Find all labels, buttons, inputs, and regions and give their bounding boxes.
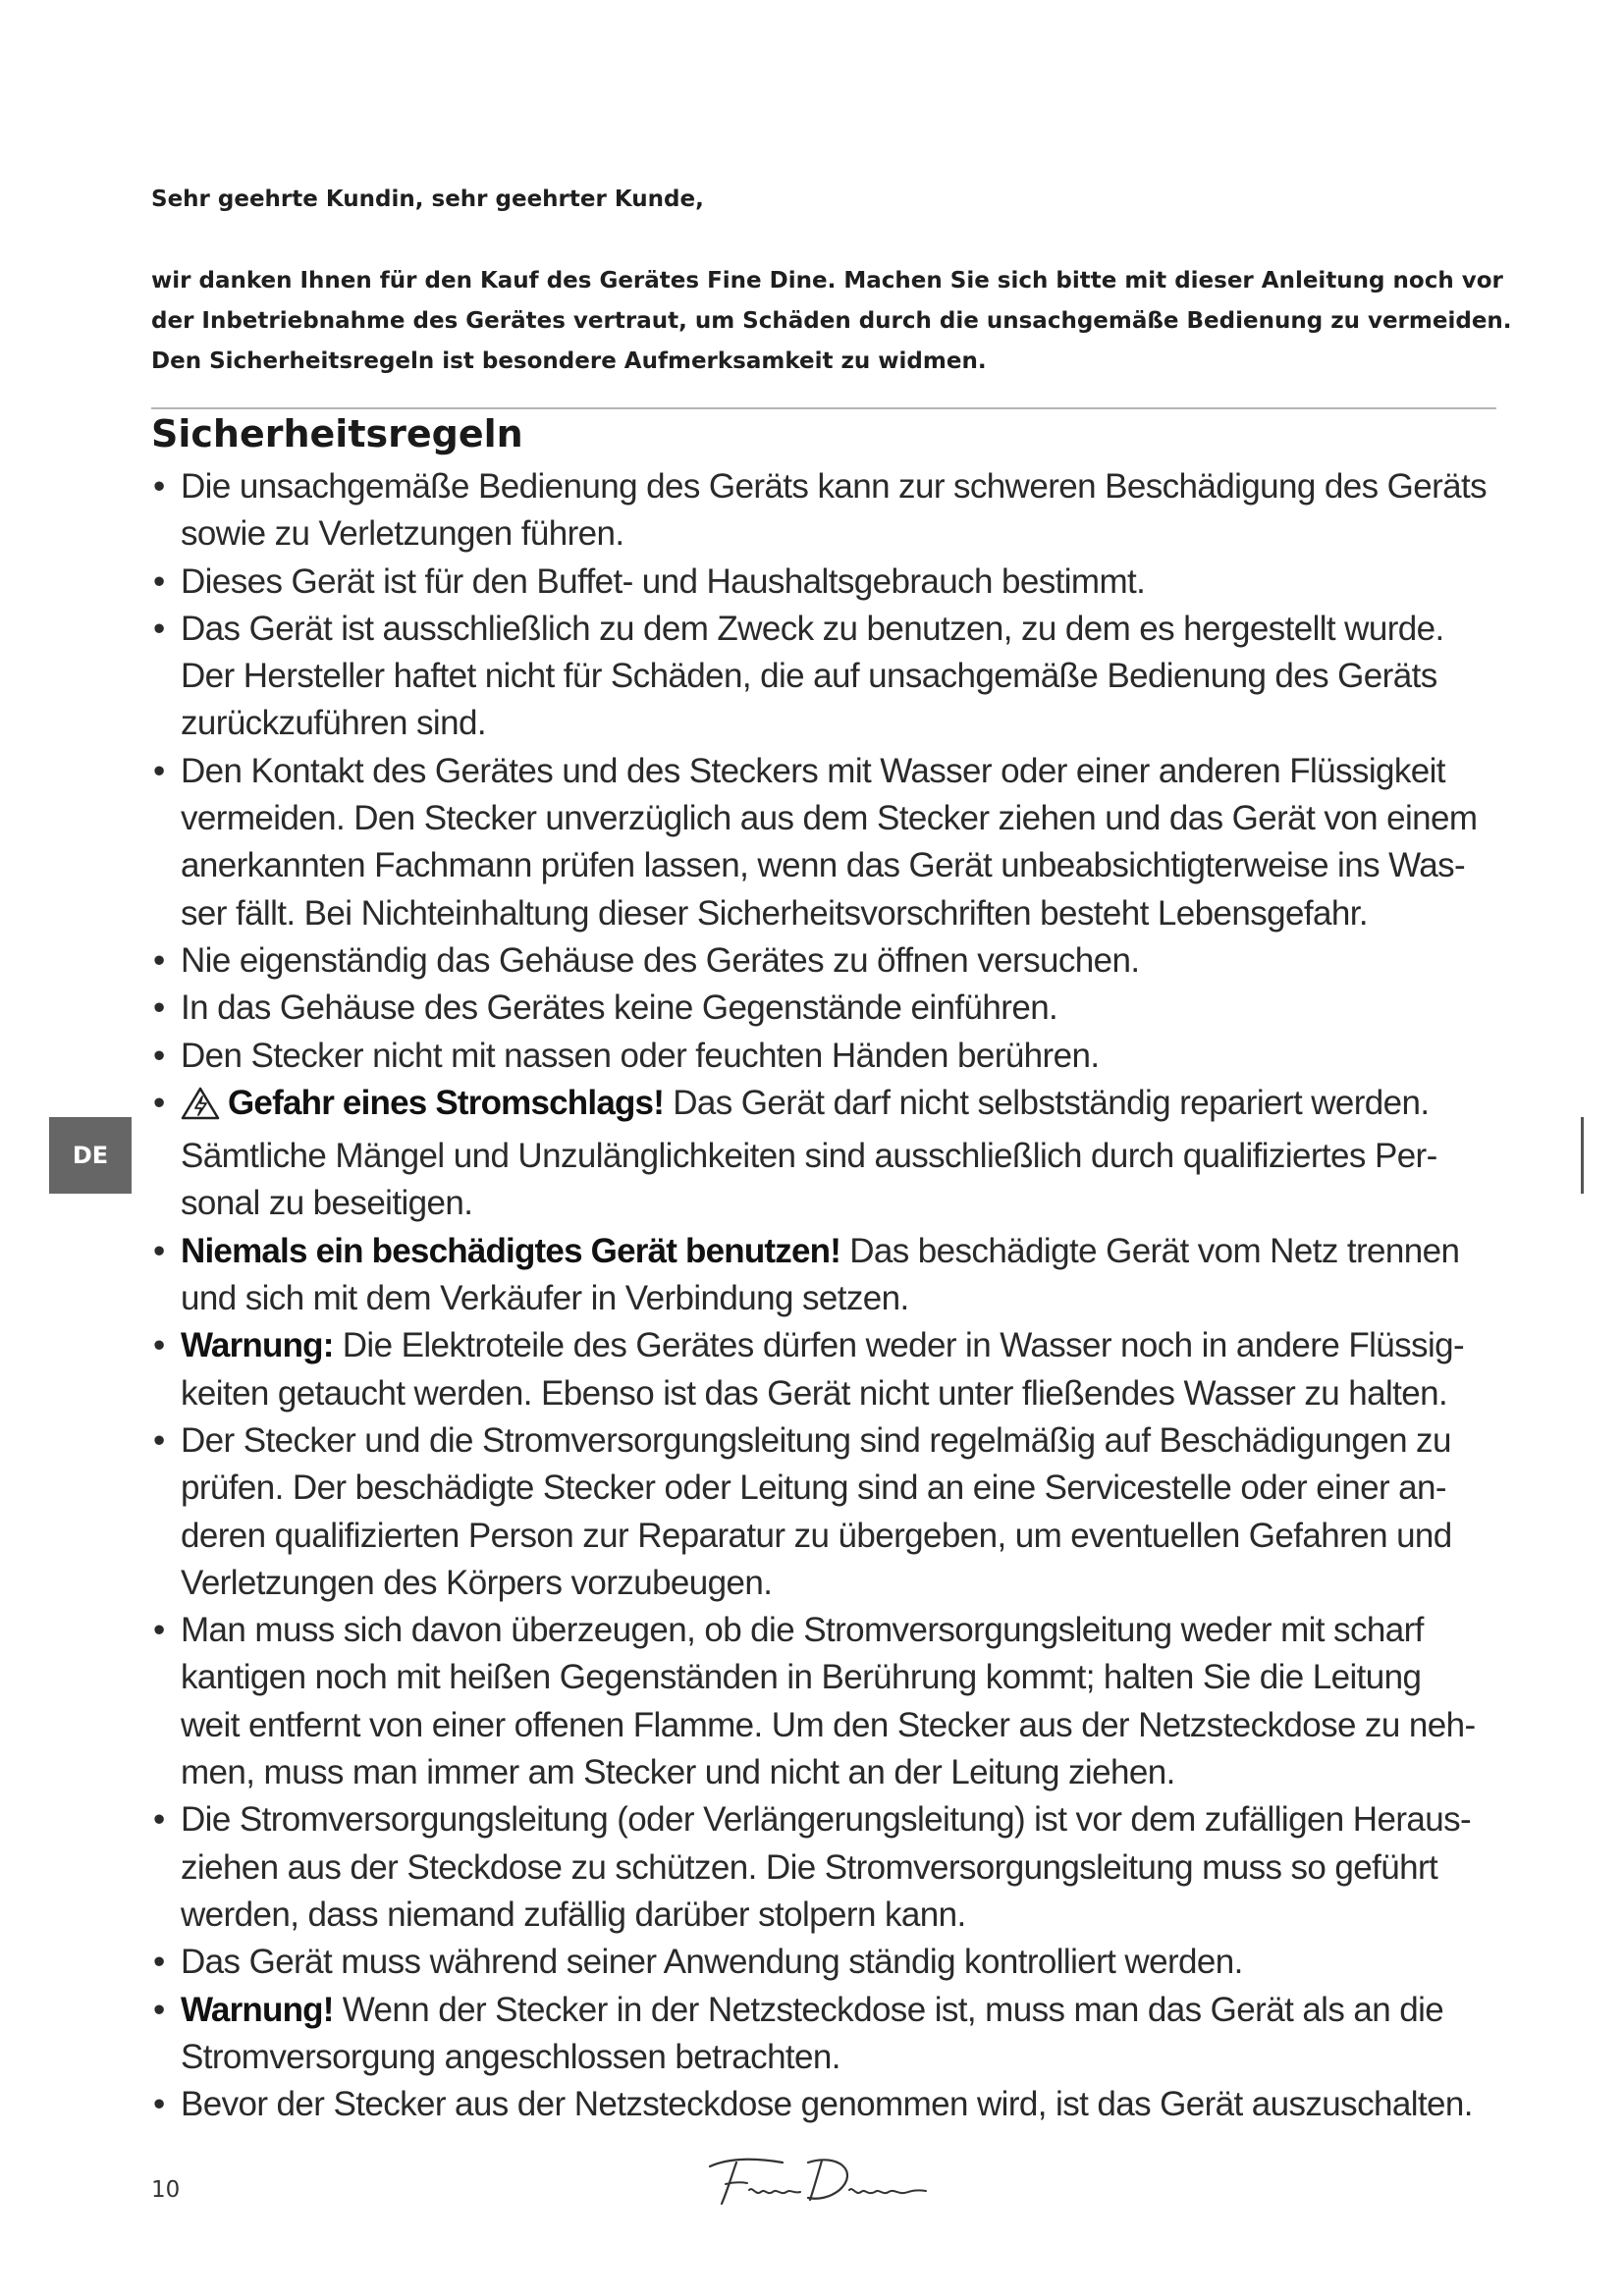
rule-line: ser fällt. Bei Nichteinhaltung dieser Sicherheitsvorschriften besteht Lebensgefahr. <box>181 893 1368 933</box>
side-marker-line <box>1581 1117 1584 1194</box>
bullet: • <box>153 1611 165 1650</box>
rule-line: Den Kontakt des Gerätes und des Steckers mit Wasser oder einer anderen Flüssigkeit <box>181 751 1445 790</box>
rule-line <box>181 1080 1514 1133</box>
rule-line: Verletzungen des Körpers vorzubeugen. <box>181 1563 773 1602</box>
rule-text: Wenn der Stecker in der Netzsteckdose ist, muss man das Gerät als an die <box>342 1990 1444 2029</box>
rule-emphasis: Warnung: <box>181 1326 334 1365</box>
rule-line: Sämtliche Mängel und Unzulänglichkeiten sind ausschließlich durch qualifiziertes Per- <box>181 1137 1437 1176</box>
horizontal-divider <box>151 407 1496 409</box>
rule-line <box>181 1228 1514 1275</box>
list-item <box>149 1080 1514 1228</box>
greeting: Sehr geehrte Kundin, sehr geehrter Kunde, <box>151 187 704 212</box>
rule-line: Das Gerät muss während seiner Anwendung ständig kontrolliert werden. <box>181 1943 1243 1982</box>
rule-line: Man muss sich davon überzeugen, ob die Stromversorgungsleitung weder mit scharf <box>181 1611 1424 1650</box>
bullet: • <box>153 1036 165 1075</box>
rule-line: kantigen noch mit heißen Gegenständen in Berührung kommt; halten Sie die Leitung <box>181 1658 1422 1697</box>
rule-text: Die Elektroteile des Gerätes dürfen weder in Wasser noch in andere Flüssig- <box>342 1326 1465 1365</box>
list-item <box>149 937 1514 985</box>
bullet: • <box>153 1420 165 1460</box>
rule-line: Der Stecker und die Stromversorgungsleitung sind regelmäßig auf Beschädigungen zu <box>181 1420 1451 1460</box>
bullet: • <box>153 1943 165 1982</box>
bullet: • <box>153 1326 165 1365</box>
rule-line: werden, dass niemand zufällig darüber stolpern kann. <box>181 1895 966 1934</box>
rule-line: Bevor der Stecker aus der Netzsteckdose genommen wird, ist das Gerät auszuschalten. <box>181 2085 1473 2124</box>
list-item <box>149 1796 1514 1939</box>
rule-line: weit entfernt von einer offenen Flamme. Um den Stecker aus der Netzsteckdose zu neh- <box>181 1705 1476 1744</box>
rule-emphasis: Warnung! <box>181 1990 334 2029</box>
bullet: • <box>153 1990 165 2029</box>
list-item <box>149 1228 1514 1323</box>
list-item <box>149 463 1514 559</box>
rule-line: keiten getaucht werden. Ebenso ist das Gerät nicht unter fließendes Wasser zu halten. <box>181 1373 1448 1413</box>
list-item <box>149 1987 1514 2082</box>
rule-line: deren qualifizierten Person zur Reparatur zu übergeben, um eventuellen Gefahren und <box>181 1516 1452 1555</box>
list-item <box>149 559 1514 606</box>
rule-line: men, muss man immer am Stecker und nicht an der Leitung ziehen. <box>181 1753 1175 1792</box>
list-item <box>149 606 1514 748</box>
rule-line <box>181 1322 1514 1369</box>
list-item <box>149 1417 1514 1607</box>
bullet: • <box>153 751 165 790</box>
bullet: • <box>153 1231 165 1270</box>
language-tab: DE <box>49 1117 132 1194</box>
section-heading: Sicherheitsregeln <box>151 412 523 455</box>
bullet: • <box>153 1800 165 1840</box>
rule-line: und sich mit dem Verkäufer in Verbindung setzen. <box>181 1279 909 1318</box>
list-item <box>149 1939 1514 1986</box>
rule-line: anerkannten Fachmann prüfen lassen, wenn das Gerät unbeabsichtigterweise ins Was- <box>181 846 1466 885</box>
list-item <box>149 1322 1514 1417</box>
rule-line: Stromversorgung angeschlossen betrachten. <box>181 2037 840 2076</box>
bullet: • <box>153 940 165 980</box>
rule-line: ziehen aus der Steckdose zu schützen. Die Stromversorgungsleitung muss so geführt <box>181 1847 1438 1887</box>
rule-text: Das beschädigte Gerät vom Netz trennen <box>849 1231 1460 1270</box>
rule-line: Den Stecker nicht mit nassen oder feuchten Händen berühren. <box>181 1036 1100 1075</box>
rule-emphasis: Gefahr eines Stromschlags! <box>228 1083 665 1122</box>
safety-rules-list <box>149 463 1514 2128</box>
intro-paragraph <box>151 261 1512 382</box>
intro-line: der Inbetriebnahme des Gerätes vertraut, um Schäden durch die unsachgemäße Bedienung zu vermeiden. <box>151 308 1512 334</box>
intro-line: Den Sicherheitsregeln ist besondere Aufmerksamkeit zu widmen. <box>151 348 987 374</box>
page-number: 10 <box>151 2177 181 2203</box>
bullet: • <box>153 609 165 648</box>
electric-warning-icon <box>181 1086 220 1133</box>
list-item <box>149 748 1514 937</box>
bullet: • <box>153 2085 165 2124</box>
list-item <box>149 1033 1514 1080</box>
rule-emphasis: Niemals ein beschädigtes Gerät benutzen! <box>181 1231 841 1270</box>
rule-line: Nie eigenständig das Gehäuse des Gerätes zu öffnen versuchen. <box>181 940 1140 980</box>
rule-line: Das Gerät ist ausschließlich zu dem Zweck zu benutzen, zu dem es hergestellt wurde. <box>181 609 1444 648</box>
rule-text: Das Gerät darf nicht selbstständig repariert werden. <box>673 1083 1430 1122</box>
fine-dine-logo <box>692 2145 947 2218</box>
rule-line: Der Hersteller haftet nicht für Schäden, die auf unsachgemäße Bedienung des Geräts <box>181 657 1437 696</box>
list-item <box>149 1607 1514 1796</box>
rule-line <box>181 1987 1514 2034</box>
rule-line: sowie zu Verletzungen führen. <box>181 514 624 554</box>
bullet: • <box>153 561 165 601</box>
bullet: • <box>153 988 165 1028</box>
bullet: • <box>153 1083 165 1122</box>
list-item <box>149 985 1514 1032</box>
rule-line: sonal zu beseitigen. <box>181 1184 473 1223</box>
rule-line: zurückzuführen sind. <box>181 704 486 743</box>
bullet: • <box>153 467 165 506</box>
list-item <box>149 2081 1514 2128</box>
rule-line: vermeiden. Den Stecker unverzüglich aus dem Stecker ziehen und das Gerät von einem <box>181 799 1478 838</box>
rule-line: prüfen. Der beschädigte Stecker oder Leitung sind an eine Servicestelle oder einer an- <box>181 1468 1446 1508</box>
rule-line: Die unsachgemäße Bedienung des Geräts kann zur schweren Beschädigung des Geräts <box>181 467 1488 506</box>
rule-line: Die Stromversorgungsleitung (oder Verlängerungsleitung) ist vor dem zufälligen Heraus- <box>181 1800 1472 1840</box>
rule-line: Dieses Gerät ist für den Buffet- und Haushaltsgebrauch bestimmt. <box>181 561 1146 601</box>
rule-line: In das Gehäuse des Gerätes keine Gegenstände einführen. <box>181 988 1058 1028</box>
intro-line: wir danken Ihnen für den Kauf des Gerätes Fine Dine. Machen Sie sich bitte mit dieser Anleitung noch vor <box>151 268 1503 294</box>
